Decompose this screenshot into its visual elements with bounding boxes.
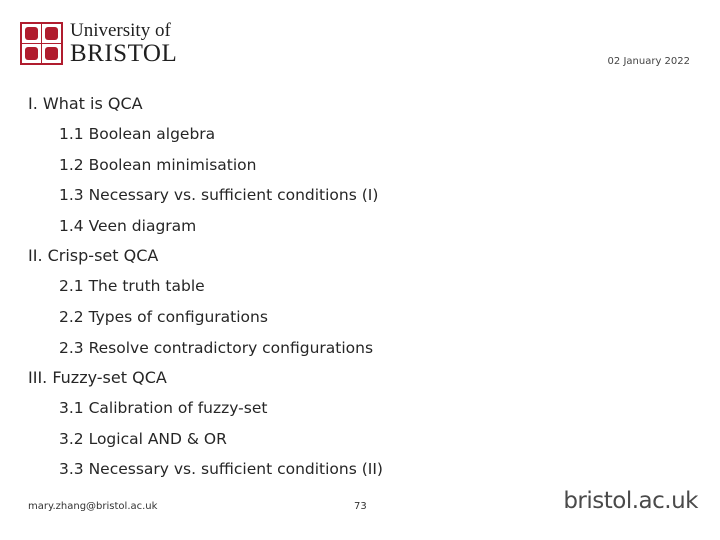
outline-item: 1.2 Boolean minimisation bbox=[59, 155, 257, 174]
logo-text-line1: University of bbox=[70, 20, 171, 41]
university-logo bbox=[20, 20, 178, 68]
outline-item: 3.3 Necessary vs. sufficient conditions (II) bbox=[59, 460, 383, 479]
outline-item: 1.1 Boolean algebra bbox=[59, 125, 216, 143]
outline-item: 3.2 Logical AND & OR bbox=[59, 429, 227, 448]
crest-icon bbox=[20, 22, 63, 65]
section-title: II. Crisp-set QCA bbox=[28, 246, 159, 266]
outline-item: 3.1 Calibration of fuzzy-set bbox=[59, 399, 268, 418]
footer-brand: bristol.ac.uk bbox=[563, 488, 698, 514]
outline-item: 1.4 Veen diagram bbox=[59, 216, 197, 235]
section-title: I. What is QCA bbox=[28, 94, 143, 113]
section-title: III. Fuzzy-set QCA bbox=[28, 368, 167, 388]
footer-email: mary.zhang@bristol.ac.uk bbox=[28, 501, 158, 512]
outline-item: 1.3 Necessary vs. sufficient conditions (I) bbox=[59, 186, 379, 205]
outline-item: 2.3 Resolve contradictory configurations bbox=[59, 338, 374, 357]
logo-text-line2: BRISTOL bbox=[70, 40, 178, 67]
slide-date: 02 January 2022 bbox=[607, 56, 690, 67]
outline-item: 2.1 The truth table bbox=[59, 277, 205, 296]
page-number: 73 bbox=[354, 501, 367, 512]
outline-list bbox=[28, 92, 688, 488]
outline-item: 2.2 Types of configurations bbox=[59, 307, 268, 326]
